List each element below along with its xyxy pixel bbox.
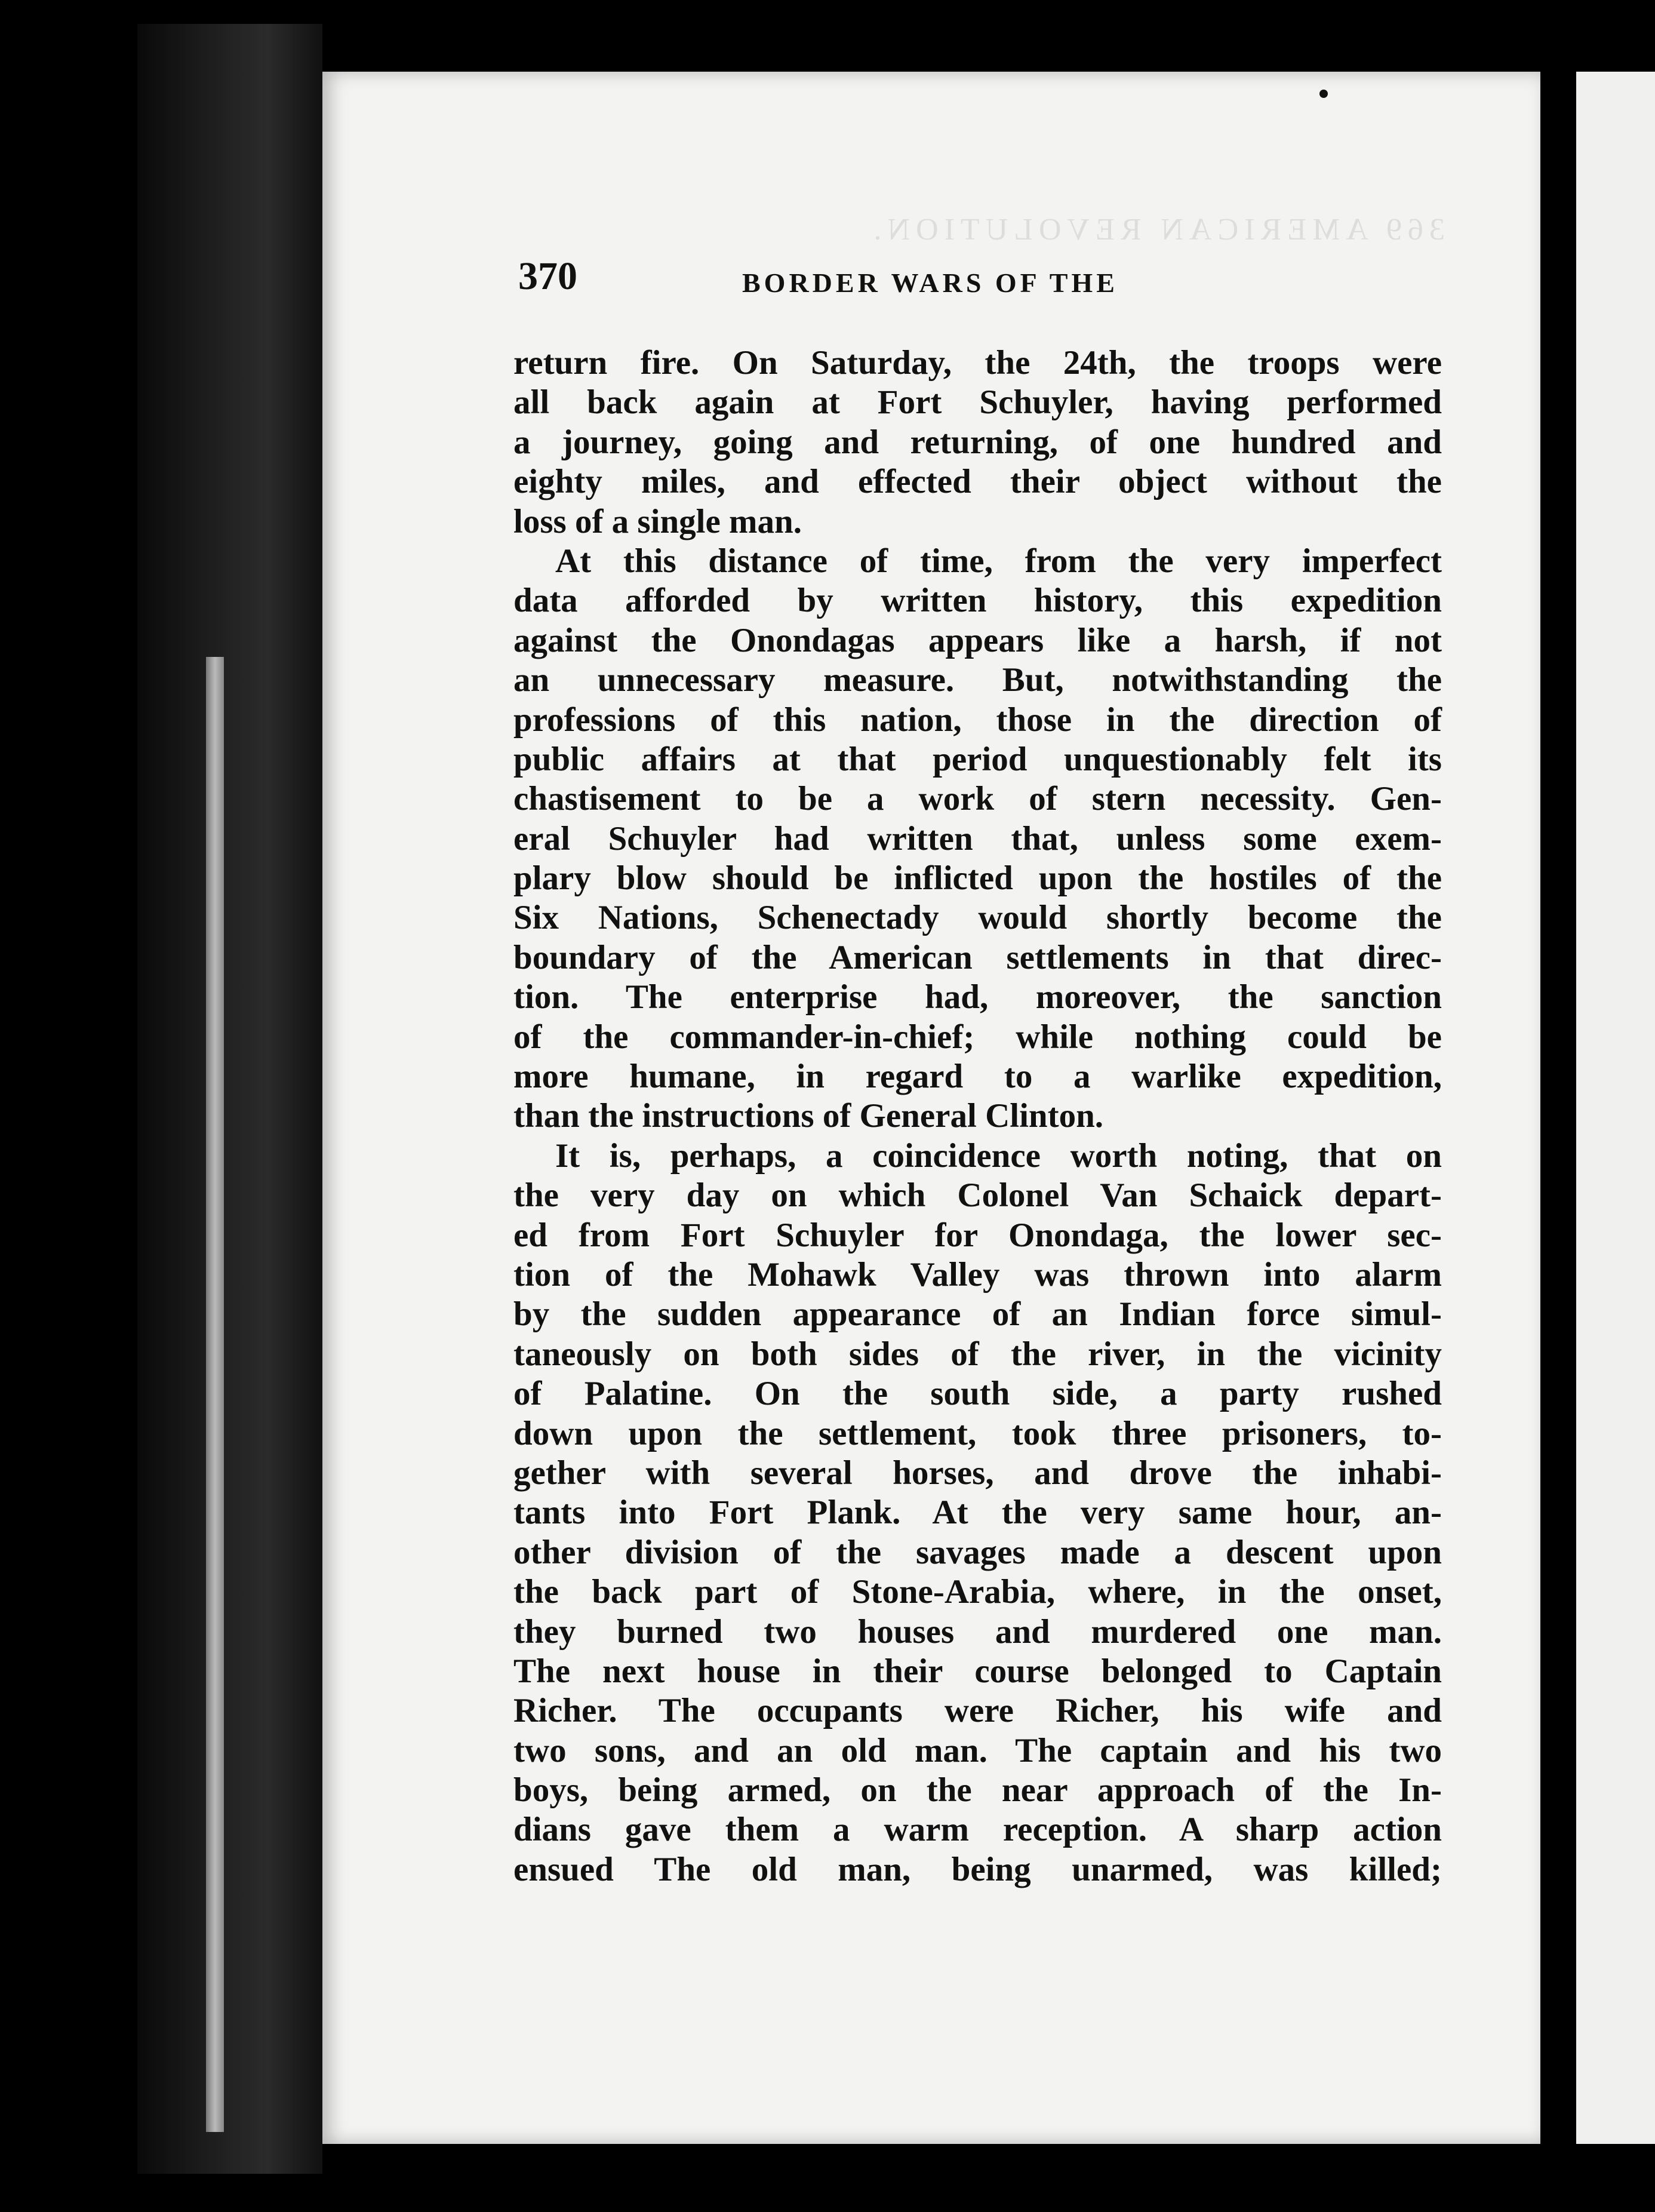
text-line: professions of this nation, those in the direction of bbox=[513, 701, 1442, 739]
text-line: gether with several horses, and drove the inhabi- bbox=[513, 1454, 1442, 1492]
text-line: ed from Fort Schuyler for Onondaga, the lower sec- bbox=[513, 1216, 1442, 1254]
text-line: At this distance of time, from the very imperfect bbox=[555, 542, 1442, 580]
text-line: ensued The old man, being unarmed, was killed; bbox=[513, 1850, 1442, 1888]
text-line: against the Onondagas appears like a harsh, if not bbox=[513, 621, 1442, 659]
text-line: down upon the settlement, took three prisoners, to- bbox=[513, 1414, 1442, 1452]
text-line: eral Schuyler had written that, unless some exem- bbox=[513, 819, 1442, 858]
page-number: 370 bbox=[518, 254, 577, 298]
text-line: than the instructions of General Clinton. bbox=[513, 1097, 1104, 1135]
text-line: tion of the Mohawk Valley was thrown into alarm bbox=[513, 1255, 1442, 1294]
text-line: other division of the savages made a descent upon bbox=[513, 1533, 1442, 1571]
text-line: an unnecessary measure. But, notwithstanding the bbox=[513, 661, 1442, 699]
text-line: Six Nations, Schenectady would shortly become the bbox=[513, 899, 1442, 937]
text-line: two sons, and an old man. The captain and his two bbox=[513, 1731, 1442, 1769]
text-line: plary blow should be inflicted upon the hostiles of the bbox=[513, 859, 1442, 898]
text-line: boundary of the American settlements in that direc- bbox=[513, 938, 1442, 976]
text-line: dians gave them a warm reception. A sharp action bbox=[513, 1811, 1442, 1849]
text-line: all back again at Fort Schuyler, having performed bbox=[513, 383, 1442, 422]
text-line: boys, being armed, on the near approach of the In- bbox=[513, 1771, 1442, 1809]
ink-spot bbox=[1319, 90, 1328, 98]
text-line: of Palatine. On the south side, a party rushed bbox=[513, 1375, 1442, 1413]
text-line: more humane, in regard to a warlike expedition, bbox=[513, 1058, 1442, 1096]
text-line: the very day on which Colonel Van Schaick depart- bbox=[513, 1176, 1442, 1215]
text-line: by the sudden appearance of an Indian force simul- bbox=[513, 1295, 1442, 1334]
text-line: they burned two houses and murdered one man. bbox=[513, 1612, 1442, 1651]
running-head: BORDER WARS OF THE bbox=[742, 268, 1118, 298]
text-line: taneously on both sides of the river, in the vicinity bbox=[513, 1335, 1442, 1373]
bleed-through-text: 369 AMERICAN REVOLUTION. bbox=[868, 213, 1445, 247]
page-edge-strip bbox=[206, 657, 224, 2132]
text-line: eighty miles, and effected their object without the bbox=[513, 463, 1442, 501]
facing-page-edge bbox=[1576, 72, 1655, 2144]
text-line: loss of a single man. bbox=[513, 502, 802, 540]
text-line: return fire. On Saturday, the 24th, the troops were bbox=[513, 344, 1442, 382]
text-line: the back part of Stone-Arabia, where, in the onset, bbox=[513, 1573, 1442, 1611]
text-line: tants into Fort Plank. At the very same hour, an- bbox=[513, 1494, 1442, 1532]
text-line: a journey, going and returning, of one hundred and bbox=[513, 423, 1442, 461]
text-line: Richer. The occupants were Richer, his wife and bbox=[513, 1692, 1442, 1730]
text-line: It is, perhaps, a coincidence worth noting, that on bbox=[555, 1136, 1442, 1175]
book-spine-shadow bbox=[137, 24, 322, 2174]
text-line: of the commander-in-chief; while nothing could be bbox=[513, 1018, 1442, 1056]
text-line: chastisement to be a work of stern necessity. Gen- bbox=[513, 780, 1442, 818]
text-line: tion. The enterprise had, moreover, the sanction bbox=[513, 978, 1442, 1016]
text-line: The next house in their course belonged to Captain bbox=[513, 1652, 1442, 1690]
page-header bbox=[518, 254, 1438, 311]
body-text bbox=[513, 343, 1442, 1890]
text-line: public affairs at that period unquestionably felt its bbox=[513, 740, 1442, 778]
text-line: data afforded by written history, this expedition bbox=[513, 582, 1442, 620]
